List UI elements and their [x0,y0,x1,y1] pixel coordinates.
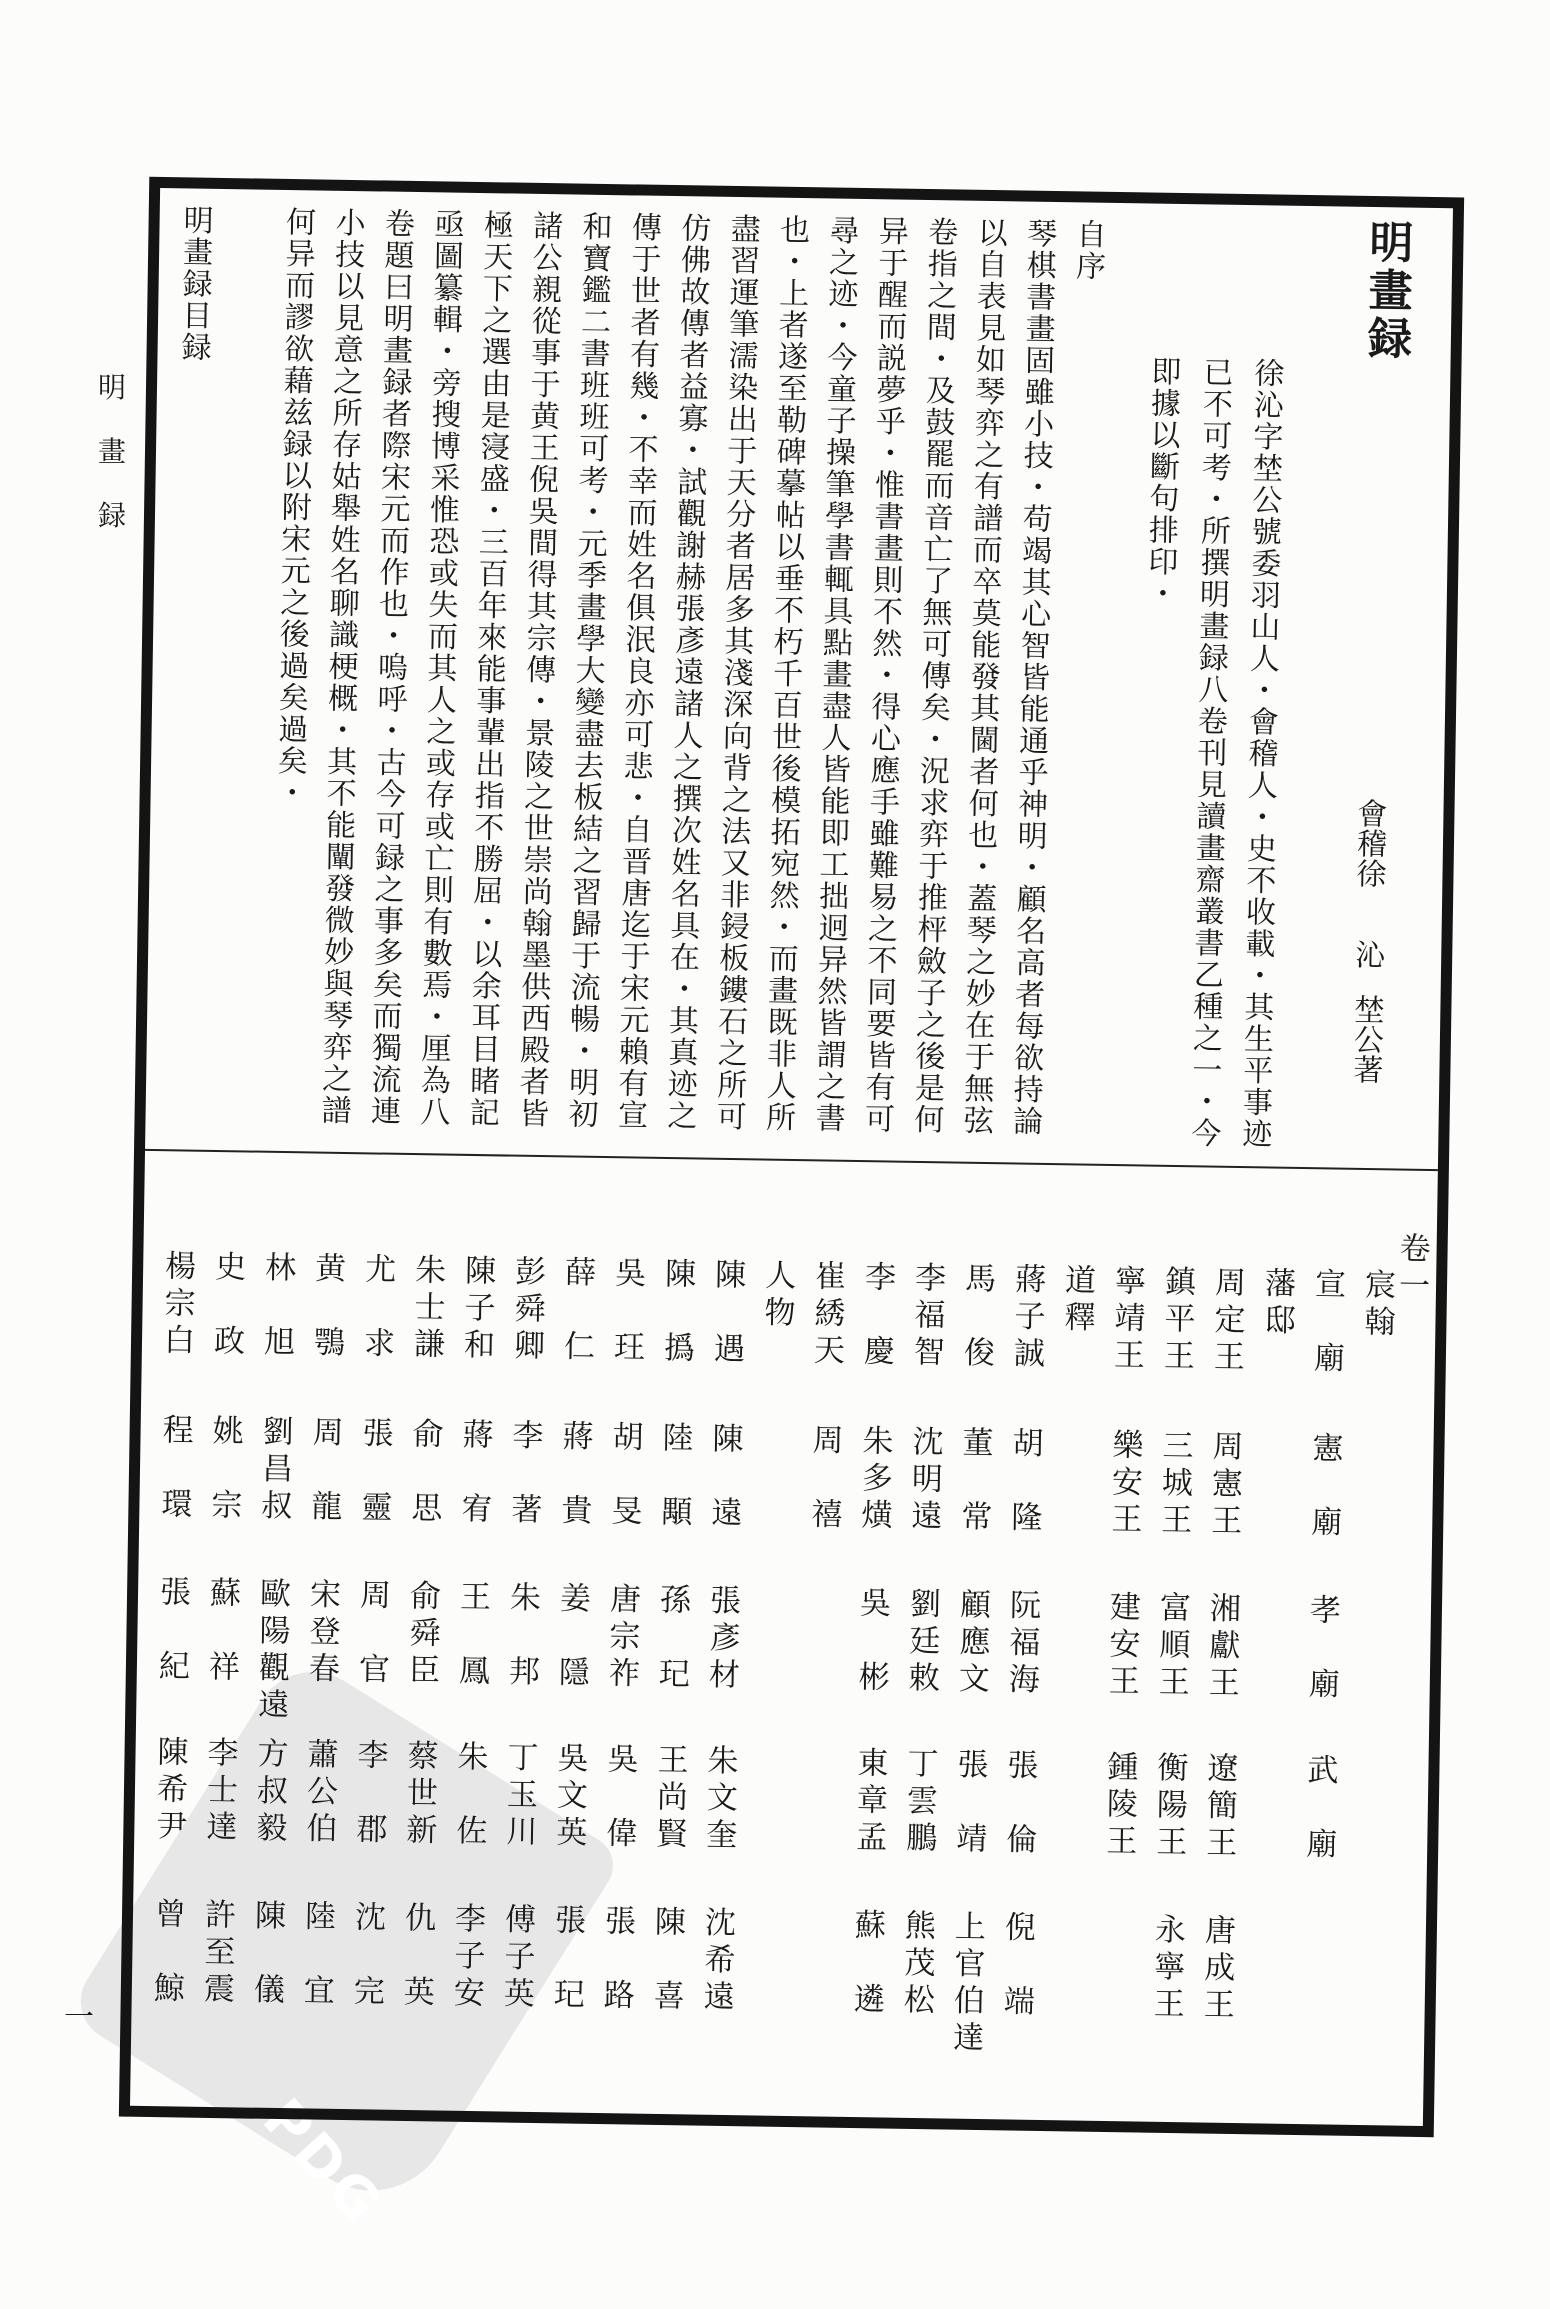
toc-entry[interactable]: 蔡世新 [400,1738,438,1851]
toc-entry[interactable]: 唐成王 [1197,1913,1236,2026]
toc-entry[interactable]: 劉昌叔 [255,1414,293,1527]
toc-entry[interactable]: 張路 [596,1904,636,2053]
preface-line: 以自表見如琴弈之有譜而卒莫能發其閫者何也・蓋琴之妙在于無弦 [957,216,1007,1137]
toc-entry[interactable]: 黄鶚 [307,1251,346,1400]
toc-entry[interactable]: 湘獻王 [1202,1591,1241,1704]
toc-entry[interactable]: 唐宗祚 [602,1582,641,1694]
toc-entry[interactable]: 吳文英 [550,1741,588,1853]
page-number: 一 [64,2000,94,2035]
volume-heading: 卷一 [1392,1231,1430,1307]
toc-entry[interactable]: 周禧 [804,1423,843,1572]
toc-entry[interactable]: 陳撝 [657,1256,696,1406]
toc-entry[interactable]: 楊宗白 [157,1249,196,1361]
toc-entry[interactable]: 周龍 [304,1415,343,1564]
toc-entry[interactable]: 方叔毅 [250,1736,288,1849]
toc-entry[interactable]: 朱邦 [501,1580,541,1730]
toc-entry[interactable]: 程環 [154,1413,193,1562]
preface-line: 也・上者遂至勒碑摹帖以垂不朽千百世後模拓宛然・而畫既非人所 [759,213,810,1134]
toc-entry[interactable]: 蔣子誠 [1007,1262,1046,1374]
toc-entry[interactable]: 李福智 [907,1260,946,1373]
toc-entry[interactable]: 朱佐 [449,1739,488,1889]
preface-line: 小技以見意之所存姑舉姓名聊識梗概・其不能闡發微妙與琴弈之譜 [315,206,365,1127]
preface-line: 傳于世者有幾・不幸而姓名俱泯良亦可悲・自晋唐迄于宋元賴有宣 [611,211,662,1132]
toc-entry[interactable]: 俞思 [404,1416,443,1566]
toc-entry[interactable]: 富順王 [1152,1590,1191,1703]
toc-entry[interactable]: 阮福海 [1002,1588,1041,1700]
toc-entry[interactable]: 蔣宥 [454,1417,493,1567]
toc-entry[interactable]: 馬俊 [957,1261,996,1411]
toc-entry[interactable]: 孝廟 [1301,1593,1341,1742]
toc-entry[interactable]: 鎮平王 [1157,1264,1196,1377]
toc-entry[interactable]: 丁玉川 [500,1740,538,1853]
toc-entry[interactable]: 陸宜 [296,1899,336,2048]
preface-line: 琴棋書畫固雖小技・苟竭其心智皆能通乎神明・顧名高者每欲持論 [1006,217,1057,1138]
preface-line: 諸公親從事于黄王倪吳間得其宗傳・景陵之世崇尚翰墨供西殿者皆 [513,209,563,1130]
preface-line: 异于醒而説夢乎・惟書畫則不然・得心應手雖難易之不同要皆有可 [858,215,909,1135]
toc-entry[interactable]: 顧應文 [952,1587,991,1700]
toc-entry[interactable]: 遼簡王 [1199,1751,1238,1864]
toc-entry[interactable]: 仇英 [396,1900,436,2050]
toc-entry[interactable]: 歐陽觀遠 [252,1576,291,1726]
toc-entry[interactable]: 陳遇 [707,1257,746,1407]
toc-entry[interactable]: 吳偉 [599,1742,638,1891]
toc-entry[interactable]: 曾鯨 [146,1897,186,2046]
toc-label: 明畫録目録 [175,204,213,364]
preface-line: 亟圖纂輯・旁搜博采惟恐或失而其人之或存或亡則有數焉・厘為八 [414,208,464,1128]
toc-entry[interactable]: 吳彬 [851,1586,891,1735]
editor-note-line: 徐沁字埜公號委羽山人・會稽人・史不收載・其生平事迹 [1236,357,1284,1151]
preface-line: 尋之迹・今童子操筆學書輒具點畫盡人皆能即工拙迥异然皆謂之書 [809,214,859,1135]
toc-entry[interactable]: 張靖 [949,1747,988,1897]
toc-entry[interactable]: 陸顒 [654,1420,693,1570]
toc-entry[interactable]: 沈完 [346,1900,386,2049]
toc-entry[interactable]: 張紀 [152,1575,191,1724]
toc-entry[interactable]: 周官 [352,1578,391,1727]
book-title: 明畫録 [1359,218,1413,364]
toc-entry[interactable]: 胡旻 [604,1420,643,1569]
toc-entry[interactable]: 宣廟 [1307,1267,1346,1416]
toc-entry[interactable]: 蔣貴 [554,1419,593,1568]
toc-category-heading: 人物 [758,1258,796,1334]
author-given-name: 沁 [1349,938,1385,970]
running-title-char: 畫 [97,435,126,468]
editor-note-line: 即據以斷句排印・ [1141,355,1181,610]
toc-entry[interactable]: 周定王 [1207,1265,1246,1378]
toc-entry[interactable]: 樂安王 [1105,1427,1143,1540]
preface-line: 仿佛故傳者益寡・試觀謝赫張彥遠諸人之撰次姓名具在・其真迹之 [661,212,711,1132]
toc-entry[interactable]: 朱文奎 [700,1743,738,1856]
toc-entry[interactable]: 朱多熿 [855,1424,893,1536]
toc-entry[interactable]: 蘇遴 [846,1907,886,2057]
running-title-char: 明 [97,371,126,404]
frame-content [130,188,1453,2126]
preface-line: 何异而謬欲藉兹録以附宋元之後過矣過矣・ [271,205,316,809]
watermark-text: PDG [249,2086,396,2239]
toc-entry[interactable]: 王鳳 [451,1579,491,1729]
toc-entry[interactable]: 董常 [954,1425,993,1575]
toc-entry[interactable]: 武廟 [1299,1753,1338,1902]
toc-entry[interactable]: 上官伯達 [946,1909,986,2059]
toc-entry[interactable]: 傅子英 [497,1902,536,2015]
toc-entry[interactable]: 李慶 [857,1260,896,1409]
toc-entry[interactable]: 許至震 [197,1897,236,2010]
toc-entry[interactable]: 蘇祥 [202,1575,241,1725]
toc-entry[interactable]: 李子安 [447,1901,486,2014]
toc-entry[interactable]: 林旭 [257,1250,296,1400]
toc-entry[interactable]: 衡陽王 [1149,1750,1188,1863]
toc-entry[interactable]: 李郡 [349,1738,388,1887]
toc-entry[interactable]: 孫玘 [651,1582,691,1732]
preface-line: 極天下之選由是寖盛・三百年來能事輩出指不勝屈・以余耳目睹記 [463,208,514,1129]
preface-line: 卷題曰明畫録者際宋元而作也・嗚呼・古今可録之事多矣而獨流連 [364,207,415,1128]
toc-entry[interactable]: 陳喜 [646,1904,686,2054]
toc-entry[interactable]: 寧靖王 [1107,1264,1146,1376]
toc-entry[interactable]: 鍾陵王 [1099,1749,1138,1862]
toc-entry[interactable]: 陳遠 [704,1421,743,1571]
toc-entry[interactable]: 王尚賢 [650,1742,688,1855]
toc-entry[interactable]: 劉廷敕 [902,1586,941,1699]
toc-entry[interactable]: 沈明遠 [905,1424,943,1537]
author-courtesy-suffix: 埜公著 [1347,993,1384,1085]
toc-entry[interactable]: 姚宗 [204,1413,243,1563]
toc-entry[interactable]: 永寧王 [1147,1912,1186,2025]
toc-entry[interactable]: 吳玨 [607,1256,646,1405]
editor-note-line: 已不可考・所撰明畫録八卷刊見讀畫齋叢書乙種之一・今 [1185,356,1233,1150]
toc-entry[interactable]: 尤求 [357,1252,396,1401]
author-place-surname: 會稽徐 [1350,797,1387,889]
preface-line: 卷指之間・及鼓罷而音亡了無可傳矣・況求弈于推枰斂子之後是何 [908,215,958,1136]
toc-entry[interactable]: 憲廟 [1304,1431,1343,1580]
toc-entry[interactable]: 建安王 [1102,1589,1141,1702]
toc-entry[interactable]: 宋登春 [302,1577,341,1689]
preface-heading: 自序 [1069,218,1106,283]
toc-entry[interactable]: 薛仁 [557,1255,596,1404]
page-frame [119,177,1464,2137]
toc-entry[interactable]: 周憲王 [1205,1429,1243,1542]
section-divider [145,1149,1438,1171]
toc-entry[interactable]: 張彥材 [702,1583,741,1696]
toc-entry[interactable]: 蕭公伯 [300,1737,338,1849]
toc-category-heading: 藩邸 [1258,1266,1296,1341]
toc-entry[interactable]: 朱士謙 [407,1253,446,1365]
toc-entry[interactable]: 張倫 [999,1748,1038,1897]
toc-entry[interactable]: 彭舜卿 [507,1254,546,1367]
toc-category-heading: 道釋 [1058,1263,1096,1338]
toc-entry[interactable]: 倪端 [996,1910,1036,2059]
toc-entry[interactable]: 熊茂松 [897,1908,936,2021]
toc-entry[interactable]: 崔綉天 [807,1259,846,1371]
toc-entry[interactable]: 姜隱 [551,1581,591,1730]
toc-entry[interactable]: 沈希遠 [697,1905,736,2018]
toc-entry[interactable]: 張玘 [546,1903,586,2052]
toc-entry[interactable]: 三城王 [1155,1428,1193,1541]
running-title-char: 録 [97,499,126,532]
preface-line: 和寶鑑二書班班可考・元季畫學大變盡去板結之習歸于流暢・明初 [562,210,612,1131]
preface-line: 盡習運筆濡染出于天分者居多其淺深向背之法又非鋟板鏤石之所可 [710,212,761,1133]
toc-entry[interactable]: 俞舜臣 [402,1578,441,1691]
toc-entry[interactable]: 丁雲鵬 [900,1746,938,1859]
toc-entry[interactable]: 張靈 [354,1416,393,1565]
toc-entry[interactable]: 李著 [504,1418,543,1568]
toc-entry[interactable]: 史政 [207,1249,246,1399]
toc-entry[interactable]: 陳儀 [246,1898,286,2048]
toc-entry[interactable]: 李士達 [200,1735,238,1848]
toc-entry[interactable]: 陳子和 [457,1253,496,1366]
toc-entry[interactable]: 胡隆 [1004,1426,1043,1575]
toc-entry[interactable]: 東章孟 [850,1746,888,1858]
toc-category-heading: 宸翰 [1358,1267,1396,1343]
toc-entry[interactable]: 陳希尹 [150,1735,188,1847]
